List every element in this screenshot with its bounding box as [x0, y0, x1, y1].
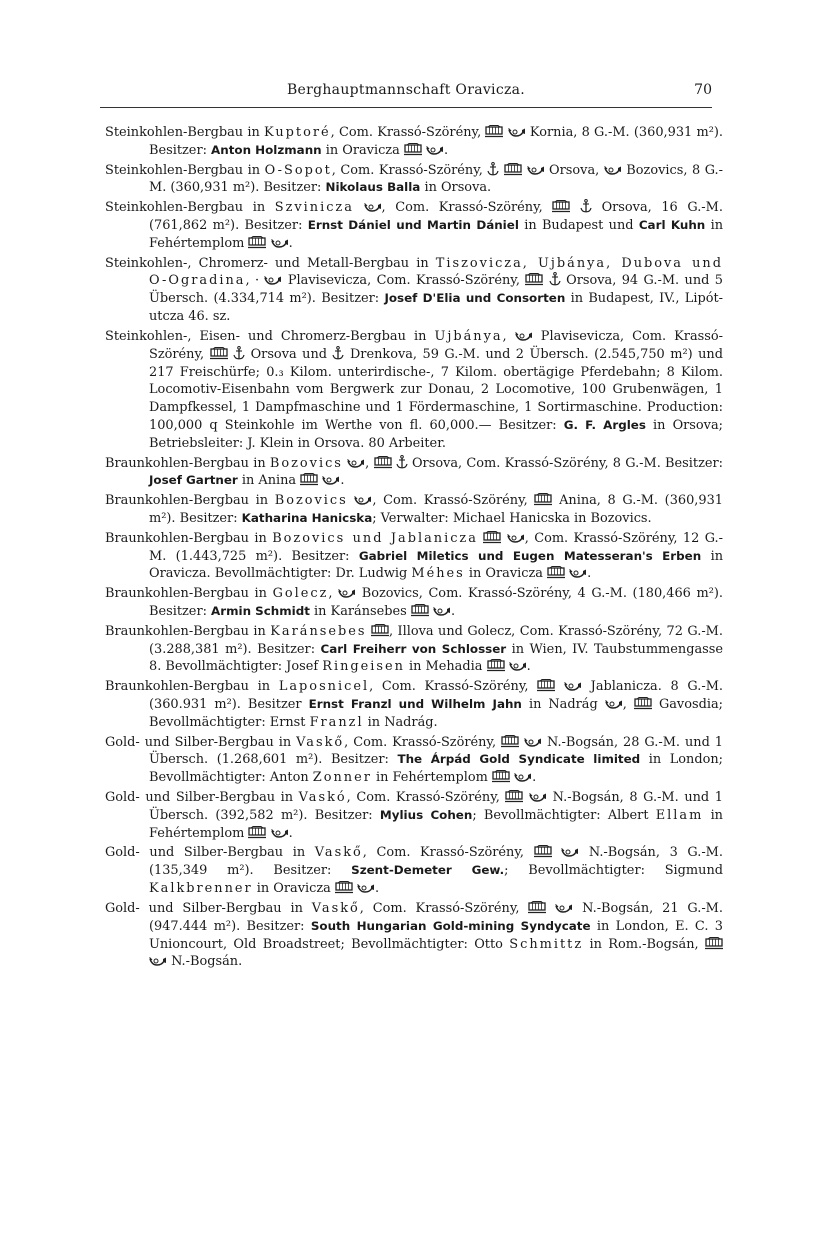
entry-text: Plavisevicza, Com. Krassó-Szörény,: [282, 273, 526, 289]
entry-text: Gold- und Silber-Bergbau in: [105, 790, 299, 806]
entry-text: Orsova und: [245, 346, 333, 362]
owner-name: South Hungarian Gold-mining Syndycate: [310, 918, 591, 933]
entry-text: Steinkohlen-Bergbau in: [105, 125, 265, 140]
entry-text: , Com. Krassó-Szörény,: [381, 200, 553, 216]
railway-station-icon: [634, 697, 652, 710]
post-horn-icon: [515, 331, 533, 342]
entry-text: Orsova,: [544, 162, 604, 178]
entry-text: Braunkohlen-Bergbau in: [105, 455, 270, 471]
post-horn-icon: [555, 903, 573, 914]
entry-text: in Wien, IV. Taubstummengasse 8. Bevollmächtigter: Josef: [149, 641, 724, 675]
place-name: Tiszovicza, Ujbánya, Dubova und O-Ogradina: [149, 255, 723, 289]
post-horn-icon: [507, 533, 525, 544]
entry-text: in Budapest, IV., Lipót-utcza 46. sz.: [149, 291, 723, 325]
entry-text: Braunkohlen-Bergbau in: [105, 493, 275, 509]
place-name: Kuptoré: [264, 125, 331, 140]
railway-station-icon: [525, 273, 543, 286]
post-horn-icon: [357, 883, 375, 894]
post-horn-icon: [347, 458, 365, 469]
directory-entry: [105, 900, 723, 971]
entry-text: [570, 200, 580, 215]
entry-text: ; Verwalter: Michael Hanicska in Bozovics.: [372, 511, 652, 527]
entry-text: in Mehadia: [404, 659, 487, 675]
owner-name: Anton Holzmann: [211, 142, 322, 157]
railway-station-icon: [335, 881, 353, 894]
railway-station-icon: [483, 531, 501, 544]
place-name: Vaskő: [314, 845, 363, 861]
post-horn-icon: [569, 568, 587, 579]
entry-text: Gavosdia; Bevollmächtigter: Ernst: [149, 697, 723, 730]
post-horn-icon: [433, 606, 451, 617]
entry-text: .: [532, 770, 537, 786]
entries-list: [105, 124, 723, 973]
place-name: Zonner: [312, 770, 372, 786]
railway-station-icon: [534, 493, 552, 506]
page-number: 70: [694, 82, 712, 98]
post-horn-icon: [564, 681, 582, 692]
entry-text: in London, E. C. 3 Unioncourt, Old Broadstreet; Bevollmächtigter: Otto: [149, 918, 723, 952]
entry-text: in London; Bevollmächtigter: Anton: [149, 752, 723, 786]
anchor-icon: [580, 199, 592, 213]
post-horn-icon: [604, 165, 622, 176]
place-name: Ujbánya: [434, 328, 503, 344]
directory-entry: [105, 124, 723, 160]
railway-station-icon: [552, 200, 570, 213]
entry-text: in Oravicza. Bevollmächtigter: Dr. Ludwig: [149, 548, 723, 582]
place-name: Kalkbrenner: [149, 881, 253, 897]
entry-text: [354, 200, 364, 215]
owner-name: The Árpád Gold Syndicate limited: [397, 752, 641, 767]
entry-text: [348, 493, 355, 508]
entry-text: Steinkohlen-Bergbau in: [105, 162, 265, 178]
post-horn-icon: [149, 956, 167, 967]
entry-text: ,: [328, 586, 339, 602]
entry-text: .: [526, 659, 531, 675]
entry-text: Kornia, 8 G.-M. (360,931 m²). Besitzer:: [149, 125, 723, 158]
owner-name: Gabriel Miletics und Eugen Matesseran's Erben: [358, 548, 702, 563]
place-name: Bozovics und Jablanicza: [272, 530, 478, 546]
entry-text: .: [340, 473, 345, 489]
entry-text: Steinkohlen-, Chromerz- und Metall-Bergbau in: [105, 255, 436, 271]
entry-text: Plavisevicza, Com. Krassó-Szörény,: [149, 328, 723, 362]
post-horn-icon: [354, 495, 372, 506]
post-horn-icon: [271, 828, 289, 839]
entry-text: in Nadrág: [521, 697, 605, 713]
entry-text: .: [288, 235, 293, 251]
place-name: Bozovics: [274, 493, 348, 509]
place-name: Schmittz: [509, 936, 584, 952]
post-horn-icon: [508, 127, 526, 138]
railway-station-icon: [487, 659, 505, 672]
entry-text: Braunkohlen-Bergbau in: [105, 623, 271, 639]
place-name: Ellam: [655, 807, 704, 823]
directory-entry: [105, 255, 723, 326]
railway-station-icon: [411, 604, 429, 617]
entry-text: ; Bevollmächtigter: Sigmund: [504, 863, 724, 879]
entry-text: Gold- und Silber-Bergbau in: [105, 845, 315, 861]
post-horn-icon: [426, 145, 444, 156]
place-name: Bozovics: [269, 455, 343, 471]
place-name: Méhes: [411, 566, 465, 582]
entry-text: in Oravicza: [321, 142, 404, 158]
entry-text: N.-Bogsán, 28 G.-M. und 1 Übersch. (1.268,601 m²). Besitzer:: [149, 734, 723, 768]
post-horn-icon: [524, 737, 542, 748]
entry-text: Jablanicza. 8 G.-M. (360.931 m²). Besitzer: [149, 679, 723, 713]
railway-station-icon: [537, 679, 555, 692]
directory-entry: [105, 328, 723, 453]
place-name: Ringeisen: [322, 659, 405, 675]
entry-text: in Fehértemplom: [149, 218, 724, 251]
post-horn-icon: [338, 588, 356, 599]
post-horn-icon: [322, 475, 340, 486]
post-horn-icon: [264, 275, 282, 286]
entry-text: , ·: [245, 273, 265, 289]
place-name: Laposnicel: [278, 679, 370, 695]
entry-text: .: [288, 825, 293, 841]
place-name: Vaskő: [311, 900, 360, 916]
entry-text: Braunkohlen-Bergbau in: [105, 679, 279, 695]
railway-station-icon: [248, 826, 266, 839]
owner-name: Nikolaus Balla: [325, 180, 421, 195]
entry-text: in Nadrág.: [363, 714, 438, 730]
post-horn-icon: [509, 661, 527, 672]
railway-station-icon: [547, 566, 565, 579]
entry-text: , Com. Krassó-Szörény, 12 G.-M. (1.443,725 m²). Besitzer:: [149, 530, 723, 564]
anchor-icon: [487, 162, 499, 176]
entry-text: Gold- und Silber-Bergbau in: [105, 734, 297, 750]
railway-station-icon: [501, 735, 519, 748]
running-title: Berghauptmannschaft Oravicza.: [286, 82, 526, 98]
anchor-icon: [233, 346, 245, 360]
entry-text: , Com. Krassó-Szörény,: [362, 845, 534, 861]
page-header: [100, 82, 712, 106]
entry-text: .: [375, 881, 380, 897]
entry-text: Anina, 8 G.-M. (360,931 m²). Besitzer:: [149, 493, 723, 527]
directory-entry: [105, 585, 723, 621]
entry-text: Braunkohlen-Bergbau in: [105, 586, 273, 602]
railway-station-icon: [404, 143, 422, 156]
entry-text: in Fehértemplom: [371, 770, 492, 786]
place-name: Vaskő: [296, 734, 345, 750]
owner-name: Josef Gartner: [149, 473, 238, 488]
entry-text: N.-Bogsán.: [167, 954, 243, 970]
entry-text: , Com. Krassó-Szörény,: [372, 493, 535, 509]
place-name: Franzl: [309, 714, 364, 730]
railway-station-icon: [505, 790, 523, 803]
railway-station-icon: [492, 770, 510, 783]
entry-text: in Orsova; Betriebsleiter: J. Klein in Orsova. 80 Arbeiter.: [149, 418, 723, 451]
entry-text: N.-Bogsán, 3 G.-M. (135,349 m²). Besitzer:: [149, 845, 723, 879]
entry-text: Bozovics, 8 G.-M. (360,931 m²). Besitzer:: [149, 162, 723, 196]
entry-text: ,: [502, 328, 515, 344]
entry-text: , Com. Krassó-Szörény,: [369, 679, 538, 695]
entry-text: Orsova, Com. Krassó-Szörény, 8 G.-M. Besitzer:: [407, 455, 723, 471]
owner-name: Katharina Hanicska: [241, 511, 373, 526]
post-horn-icon: [529, 792, 547, 803]
entry-text: [546, 901, 555, 916]
entry-text: .: [444, 142, 449, 158]
entry-text: .: [587, 566, 592, 582]
directory-entry: [105, 734, 723, 788]
entry-text: Gold- und Silber-Bergbau in: [105, 900, 312, 916]
post-horn-icon: [514, 772, 532, 783]
post-horn-icon: [271, 238, 289, 249]
entry-text: Braunkohlen-Bergbau in: [105, 530, 273, 546]
directory-entry: [105, 623, 723, 677]
anchor-icon: [549, 272, 561, 286]
directory-entry: [105, 199, 723, 253]
entry-text: in Oravicza: [464, 566, 548, 582]
entry-text: Orsova, 16 G.-M. (761,862 m²). Besitzer:: [149, 200, 723, 233]
entry-text: in Oravicza: [252, 881, 335, 897]
owner-name: Ernst Dániel und Martin Dániel: [307, 218, 519, 232]
entry-text: ,: [622, 697, 634, 713]
entry-text: Orsova, 94 G.-M. und 5 Übersch. (4.334,714 m²). Besitzer:: [149, 273, 723, 307]
railway-station-icon: [504, 163, 522, 176]
entry-text: in Karánsebes: [309, 604, 411, 620]
directory-entry: [105, 162, 723, 198]
railway-station-icon: [485, 125, 503, 138]
directory-entry: [105, 530, 723, 584]
place-name: Golecz: [272, 586, 329, 602]
railway-station-icon: [300, 473, 318, 486]
directory-entry: [105, 678, 723, 732]
railway-station-icon: [248, 236, 266, 249]
post-horn-icon: [605, 699, 623, 710]
place-name: Karánsebes: [270, 623, 367, 639]
entry-text: Bozovics, Com. Krassó-Szörény, 4 G.-M. (180,466 m²). Besitzer:: [149, 586, 723, 620]
directory-entry: [105, 492, 723, 528]
place-name: Szvinicza: [274, 200, 354, 216]
entry-text: Drenkova, 59 G.-M. und 2 Übersch. (2.545,750 m²) und 217 Freischürfe; 0.₃ Kilom. unterirdische-, 7 Kilom. obertägige Pferdebahn; 8 Kilom. Locomotiv-Eisenbahn vom Bergwerk zur Donau, 2 Locomotive, 100 Grubenwägen, 1 Dampfkessel, 1 Dampfmaschine und 1 Fördermaschine, 1 Sortirmaschine. Production: 100,000 q Steinkohle im Werthe von fl. 60,000.— Besitzer:: [149, 346, 723, 434]
entry-text: in Fehértemplom: [149, 807, 723, 841]
directory-entry: [105, 789, 723, 843]
directory-entry: [105, 455, 723, 491]
place-name: O-Sopot: [264, 162, 332, 178]
railway-station-icon: [374, 456, 392, 469]
owner-name: Carl Freiherr von Schlosser: [320, 641, 507, 656]
entry-text: in Rom.-Bogsán,: [583, 936, 705, 952]
entry-text: , Com. Krassó-Szörény,: [331, 162, 488, 178]
entry-text: in Budapest und: [518, 218, 639, 233]
entry-text: Steinkohlen-Bergbau in: [105, 200, 275, 216]
entry-text: , Com. Krassó-Szörény,: [330, 125, 486, 140]
entry-text: Steinkohlen-, Eisen- und Chromerz-Bergbau in: [105, 328, 435, 344]
railway-station-icon: [705, 937, 723, 950]
entry-text: .: [450, 604, 456, 620]
entry-text: , Com. Krassó-Szörény,: [346, 790, 506, 806]
railway-station-icon: [210, 347, 228, 360]
post-horn-icon: [527, 165, 545, 176]
entry-text: in Orsova.: [420, 180, 492, 196]
owner-name: Mylius Cohen: [379, 807, 473, 822]
railway-station-icon: [528, 901, 546, 914]
entry-text: in Anina: [237, 473, 301, 489]
entry-text: N.-Bogsán, 8 G.-M. und 1 Übersch. (392,582 m²). Besitzer:: [149, 790, 723, 823]
entry-text: , Illova und Golecz, Com. Krassó-Szörény, 72 G.-M. (3.288,381 m²). Besitzer:: [149, 623, 723, 657]
railway-station-icon: [371, 624, 389, 637]
directory-entry: [105, 844, 723, 898]
owner-name: Szent-Demeter Gew.: [351, 863, 505, 878]
header-rule: [100, 107, 712, 108]
entry-text: [552, 845, 562, 860]
entry-text: ; Bevollmächtigter: Albert: [472, 807, 656, 823]
owner-name: Carl Kuhn: [638, 218, 706, 232]
entry-text: ,: [365, 455, 374, 471]
anchor-icon: [332, 346, 344, 360]
owner-name: Armin Schmidt: [211, 604, 310, 619]
owner-name: G. F. Argles: [563, 418, 646, 433]
anchor-icon: [396, 455, 408, 469]
owner-name: Ernst Franzl und Wilhelm Jahn: [308, 697, 522, 712]
post-horn-icon: [561, 847, 579, 858]
post-horn-icon: [364, 202, 382, 213]
entry-text: [555, 679, 564, 694]
owner-name: Josef D'Elia und Consorten: [384, 291, 566, 306]
entry-text: N.-Bogsán, 21 G.-M. (947.444 m²). Besitzer:: [149, 900, 723, 934]
place-name: Vaskó: [298, 790, 347, 806]
entry-text: , Com. Krassó-Szörény,: [359, 900, 529, 916]
railway-station-icon: [534, 845, 552, 858]
entry-text: , Com. Krassó-Szörény,: [344, 734, 502, 750]
